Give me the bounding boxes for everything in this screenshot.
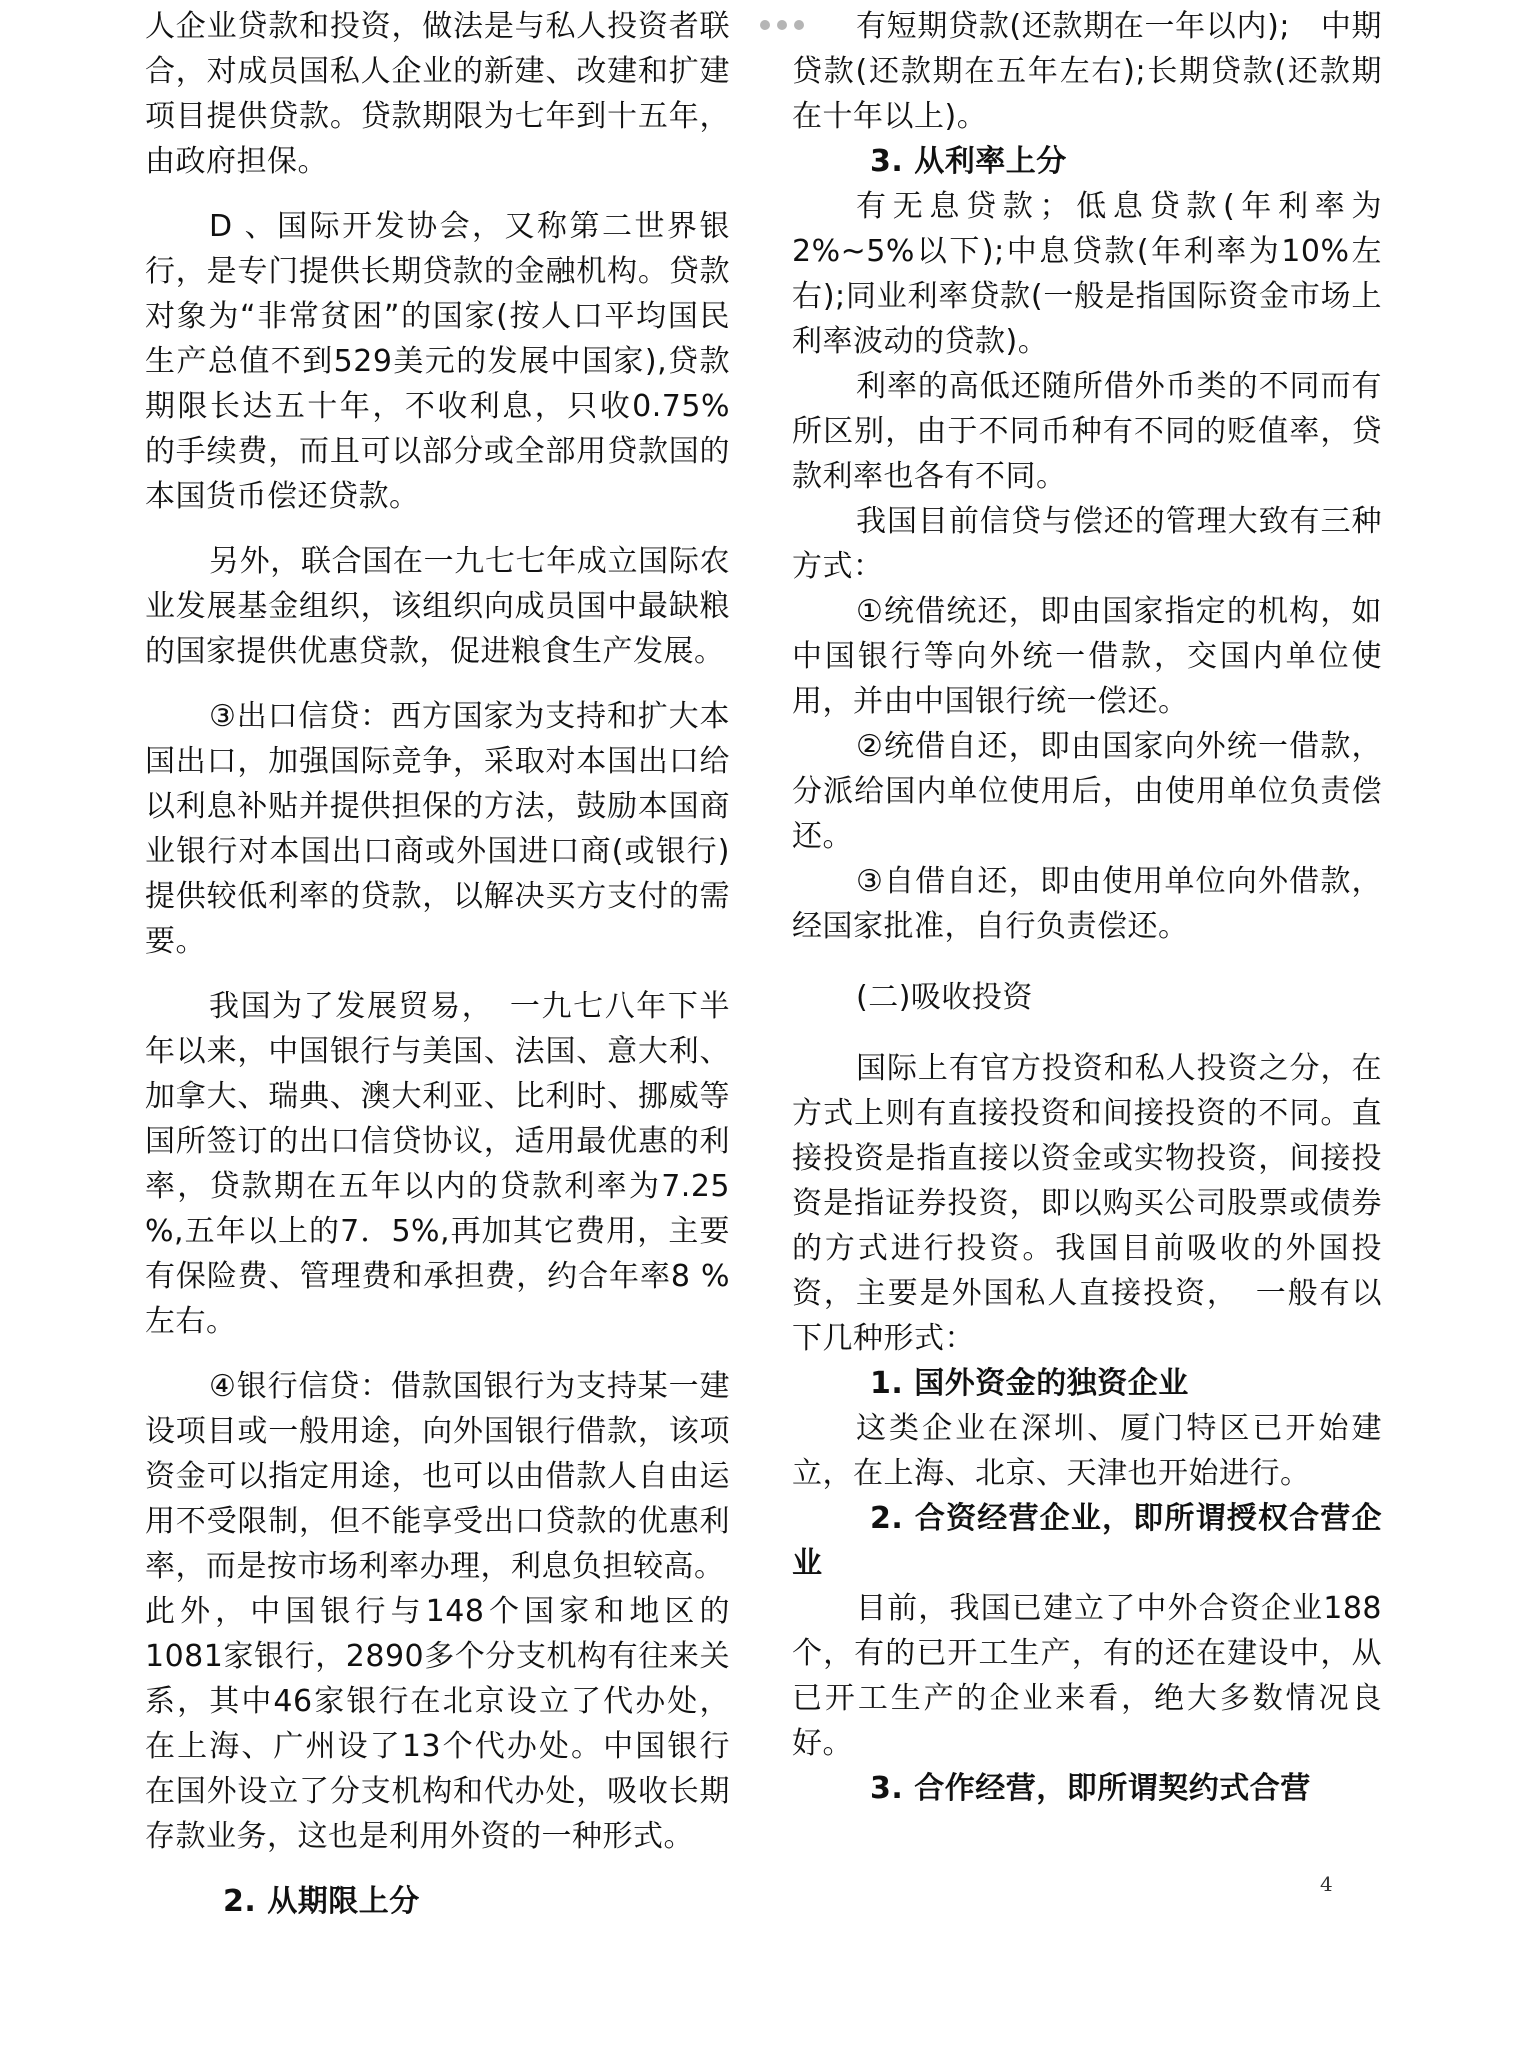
paragraph: ③出口信贷：西方国家为支持和扩大本国出口，加强国际竞争，采取对本国出口给以利息补贴并提供担保的方法，鼓励本国商业银行对本国出口商或外国进口商(或银行)提供较低利率的贷款，以解决买方支付的需要。 [145, 699, 730, 959]
section-heading: 1. 国外资金的独资企业 [870, 1366, 1189, 1401]
section-heading: 2. 合资经营企业，即所谓授权合营企业 [792, 1501, 1382, 1581]
paragraph: D 、国际开发协会，又称第二世界银行，是专门提供长期贷款的金融机构。贷款对象为“非常贫困”的国家(按人口平均国民生产总值不到529美元的发展中国家),贷款期限长达五十年，不收利息，只收0.75%的手续费，而且可以部分或全部用贷款国的本国货币偿还贷款。 [145, 209, 730, 514]
paragraph: 这类企业在深圳、厦门特区已开始建立，在上海、北京、天津也开始进行。 [792, 1411, 1382, 1491]
paragraph: ③自借自还，即由使用单位向外借款，经国家批准，自行负责偿还。 [792, 864, 1382, 944]
right-column [792, 4, 1382, 1811]
dot [760, 20, 770, 30]
section-heading: 2. 从期限上分 [223, 1884, 420, 1919]
paragraph: ①统借统还，即由国家指定的机构，如中国银行等向外统一借款，交国内单位使用，并由中国银行统一偿还。 [792, 594, 1382, 719]
paragraph: 我国为了发展贸易， 一九七八年下半年以来，中国银行与美国、法国、意大利、加拿大、瑞典、澳大利亚、比利时、挪威等国所签订的出口信贷协议，适用最优惠的利率，贷款期在五年以内的贷款利率为7.25 %,五年以上的7．5%,再加其它费用，主要有保险费、管理费和承担费，约合年率8 %左右。 [145, 989, 730, 1339]
paragraph: 目前，我国已建立了中外合资企业188个，有的已开工生产，有的还在建设中，从已开工生产的企业来看，绝大多数情况良好。 [792, 1591, 1382, 1761]
paragraph: 有短期贷款(还款期在一年以内); 中期贷款(还款期在五年左右);长期贷款(还款期在十年以上)。 [792, 9, 1382, 134]
paragraph: 有无息贷款；低息贷款(年利率为2%~5%以下);中息贷款(年利率为10%左右);同业利率贷款(一般是指国际资金市场上利率波动的贷款)。 [792, 189, 1382, 359]
section-heading: (二)吸收投资 [856, 980, 1033, 1015]
dot [777, 20, 787, 30]
paragraph: ④银行信贷：借款国银行为支持某一建设项目或一般用途，向外国银行借款，该项资金可以指定用途，也可以由借款人自由运用不受限制，但不能享受出口贷款的优惠利率，而是按市场利率办理，利息负担较高。 [145, 1369, 730, 1584]
paragraph: 人企业贷款和投资，做法是与私人投资者联合，对成员国私人企业的新建、改建和扩建项目提供贷款。贷款期限为七年到十五年，由政府担保。 [145, 9, 730, 179]
paragraph: 国际上有官方投资和私人投资之分，在方式上则有直接投资和间接投资的不同。直接投资是指直接以资金或实物投资，间接投资是指证券投资，即以购买公司股票或债券的方式进行投资。我国目前吸收的外国投资，主要是外国私人直接投资， 一般有以下几种形式： [792, 1051, 1382, 1356]
section-heading: 3. 从利率上分 [870, 144, 1067, 179]
paragraph: 我国目前信贷与偿还的管理大致有三种方式： [792, 504, 1382, 584]
paragraph: ②统借自还，即由国家向外统一借款，分派给国内单位使用后，由使用单位负责偿还。 [792, 729, 1382, 854]
paragraph: 利率的高低还随所借外币类的不同而有所区别，由于不同币种有不同的贬值率，贷款利率也各有不同。 [792, 369, 1382, 494]
section-heading: 3. 合作经营，即所谓契约式合营 [870, 1771, 1311, 1806]
paragraph: 另外，联合国在一九七七年成立国际农业发展基金组织，该组织向成员国中最缺粮的国家提供优惠贷款，促进粮食生产发展。 [145, 544, 730, 669]
left-column [145, 4, 730, 1924]
paragraph: 此外，中国银行与148个国家和地区的1081家银行，2890多个分支机构有往来关系，其中46家银行在北京设立了代办处，在上海、广州设了13个代办处。中国银行在国外设立了分支机构和代办处，吸收长期存款业务，这也是利用外资的一种形式。 [145, 1594, 730, 1854]
page-number: 4 [1320, 1872, 1333, 1896]
